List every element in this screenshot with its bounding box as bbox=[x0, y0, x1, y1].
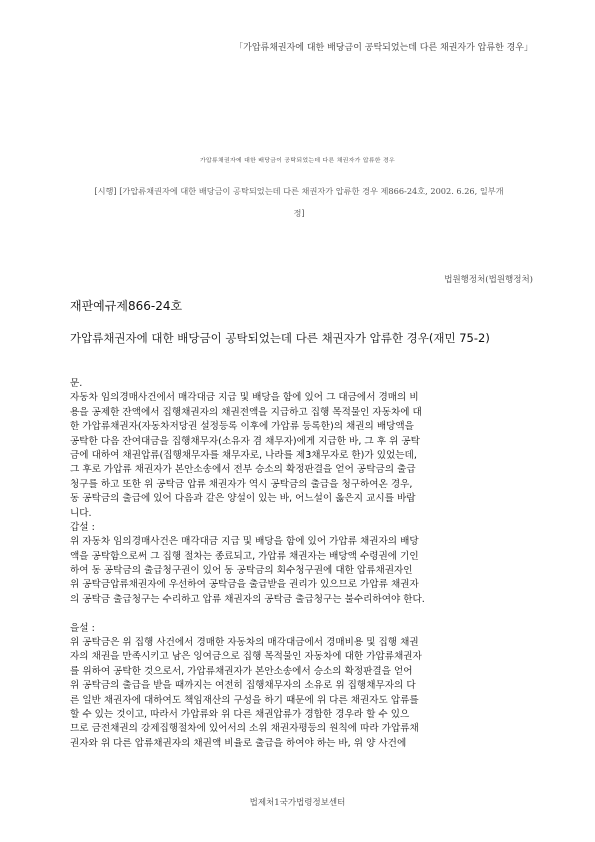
eul-opinion-line: 권자와 위 다른 압류채권자의 채권액 비율로 출급을 하여야 하는 바, 위 양 사건에 bbox=[70, 737, 407, 749]
rule-title: 가압류채권자에 대한 배당금이 공탁되었는데 다른 채권자가 압류한 경우(재민 75-2) bbox=[70, 331, 490, 345]
rule-number: 재판예규제866-24호 bbox=[70, 299, 183, 313]
gap-opinion-line: 위 자동차 임의경매사건은 매각대금 지급 및 배당을 함에 있어 가압류 채권자의 배당 bbox=[70, 536, 419, 548]
eul-opinion-line: 위 공탁금은 위 집행 사건에서 경매한 자동차의 매각대금에서 경매비용 및 집행 채권 bbox=[70, 637, 419, 649]
question-line: 용을 공제한 잔액에서 집행채권자의 채권전액을 지급하고 집행 목적물인 자동차에 대 bbox=[70, 406, 422, 418]
gap-opinion-line: 하여 동 공탁금의 출급청구권이 있어 동 공탁금의 회수청구권에 대한 압류채권자인 bbox=[70, 565, 413, 577]
gap-opinion-line: 액을 공탁함으로써 그 집행 절차는 종료되고, 가압류 채권자는 배당액 수령권에 기인 bbox=[70, 550, 419, 562]
document-title: 가압류채권자에 대한 배당금이 공탁되었는데 다른 채권자가 압류한 경우 bbox=[200, 158, 395, 164]
gap-opinion-line: 의 공탁금 출급청구는 수리하고 압류 채권자의 공탁금 출급청구는 불수리하여야 한다. bbox=[70, 593, 425, 605]
page-footer: 법제처1국가법령정보센터 bbox=[249, 798, 346, 808]
question-line: 공탁한 다음 잔여대금을 집행채무자(소유자 겸 채무자)에게 지급한 바, 그 후 위 공탁 bbox=[70, 435, 420, 447]
gap-opinion-label: 갑설 : bbox=[70, 521, 95, 533]
question-line: 금에 대하여 채권압류(집행채무자를 채무자로, 나라를 제3채무자로 한)가 있었는데, bbox=[70, 449, 417, 461]
eul-opinion-line: 를 위하여 공탁한 것으로서, 가압류채권자가 본안소송에서 승소의 확정판결을 얻어 bbox=[70, 665, 413, 677]
question-line: 자동차 임의경매사건에서 매각대금 지급 및 배당을 함에 있어 그 대금에서 경매의 비 bbox=[70, 392, 419, 404]
eul-opinion-line: 른 일반 채권자에 대하여도 책임재산의 구성을 하기 때문에 위 다른 채권자도 압류를 bbox=[70, 694, 419, 706]
reference-line: [시행] [가압류채권자에 대한 배당금이 공탁되었는데 다른 채권자가 압류한 경우 제866-24호, 2002. 6.26, 일부개 bbox=[94, 186, 504, 196]
gap-opinion-line: 위 공탁금압류채권자에 우선하여 공탁금을 출급받을 권리가 있으므로 가압류 채권자 bbox=[70, 579, 419, 591]
body-text bbox=[70, 377, 548, 751]
question-line: 그 후로 가압류 채권자가 본안소송에서 전부 승소의 확정판결을 얻어 공탁금의 출급 bbox=[70, 464, 416, 476]
question-line: 니다. bbox=[70, 507, 92, 519]
eul-opinion-line: 할 수 있는 것이고, 따라서 가압류와 위 다른 채권압류가 경합한 경우라 할 수 있으 bbox=[70, 708, 410, 720]
eul-opinion-line: 자의 채권을 만족시키고 남은 잉여금으로 집행 목적물인 자동차에 대한 가압류채권자 bbox=[70, 651, 422, 663]
question-label: 문. bbox=[70, 378, 83, 389]
question-line: 청구를 하고 또한 위 공탁금 압류 채권자가 역시 공탁금의 출급을 청구하여온 경우, bbox=[70, 478, 413, 490]
reference-line: 정] bbox=[293, 208, 305, 218]
paragraph-spacer bbox=[70, 607, 548, 621]
agency-name: 법원행정처(법원행정처) bbox=[444, 275, 533, 285]
question-line: 한 가압류채권자(자동차저당권 설정등록 이후에 가압류 등록한)의 채권의 배당액을 bbox=[70, 421, 414, 433]
eul-opinion-line: 므로 금전채권의 강제집행절차에 있어서의 소위 채권자평등의 원칙에 따라 가압류채 bbox=[70, 723, 419, 735]
question-line: 동 공탁금의 출급에 있어 다음과 같은 양설이 있는 바, 어느설이 옳은지 교시를 바랍 bbox=[70, 493, 416, 505]
eul-opinion-line: 위 공탁금의 출급을 받을 때까지는 여전히 집행채무자의 소유로 위 집행채무자의 다 bbox=[70, 680, 416, 692]
running-header: 「가압류채권자에 대한 배당금이 공탁되었는데 다른 채권자가 압류한 경우」 bbox=[234, 43, 533, 53]
reference-info bbox=[84, 180, 514, 224]
eul-opinion-label: 을설 : bbox=[70, 622, 95, 634]
